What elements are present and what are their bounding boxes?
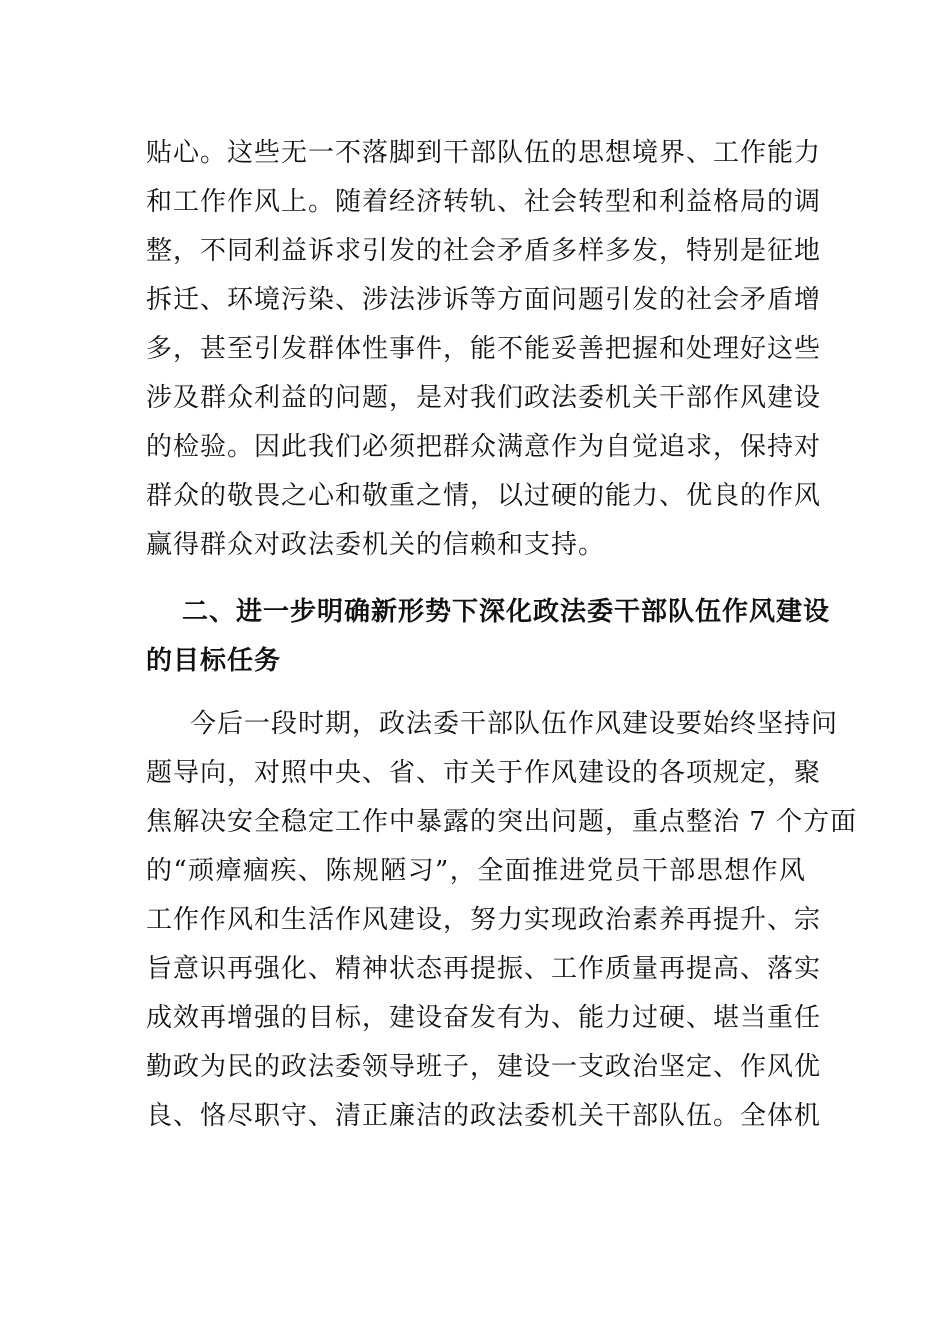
paragraph-line: 题导向，对照中央、省、市关于作风建设的各项规定，聚	[146, 758, 822, 788]
paragraph-line: 赢得群众对政法委机关的信赖和支持。	[146, 530, 606, 560]
paragraph-line: 成效再增强的目标，建设奋发有为、能力过硬、堪当重任	[146, 1003, 822, 1033]
paragraph-line: 多，甚至引发群体性事件，能不能妥善把握和处理好这些	[146, 334, 822, 364]
paragraph-line: 焦解决安全稳定工作中暴露的突出问题，重点整治 7 个方面	[146, 807, 858, 837]
heading-line: 二、进一步明确新形势下深化政法委干部队伍作风建设	[182, 597, 831, 627]
paragraph-line: 的检验。因此我们必须把群众满意作为自觉追求，保持对	[146, 432, 822, 462]
paragraph-line: 贴心。这些无一不落脚到干部队伍的思想境界、工作能力	[146, 138, 822, 168]
paragraph-line: 勤政为民的政法委领导班子，建设一支政治坚定、作风优	[146, 1052, 822, 1082]
paragraph-line: 涉及群众利益的问题，是对我们政法委机关干部作风建设	[146, 383, 822, 413]
paragraph-line: 和工作作风上。随着经济转轨、社会转型和利益格局的调	[146, 187, 822, 217]
paragraph-line: 今后一段时期，政法委干部队伍作风建设要始终坚持问	[190, 709, 839, 739]
paragraph-line: 整，不同利益诉求引发的社会矛盾多样多发，特别是征地	[146, 236, 822, 266]
body-paragraph	[146, 700, 858, 1141]
paragraph-line: 群众的敬畏之心和敬重之情，以过硬的能力、优良的作风	[146, 481, 822, 511]
body-paragraph	[146, 129, 822, 570]
paragraph-line: 工作作风和生活作风建设，努力实现政治素养再提升、宗	[146, 905, 822, 935]
paragraph-line: 的“顽瘴痼疾、陈规陋习”，全面推进党员干部思想作风	[146, 856, 806, 886]
paragraph-line: 旨意识再强化、精神状态再提振、工作质量再提高、落实	[146, 954, 822, 984]
section-heading	[146, 588, 831, 686]
paragraph-line: 拆迁、环境污染、涉法涉诉等方面问题引发的社会矛盾增	[146, 285, 822, 315]
heading-line: 的目标任务	[146, 646, 282, 676]
paragraph-line: 良、恪尽职守、清正廉洁的政法委机关干部队伍。全体机	[146, 1101, 822, 1131]
